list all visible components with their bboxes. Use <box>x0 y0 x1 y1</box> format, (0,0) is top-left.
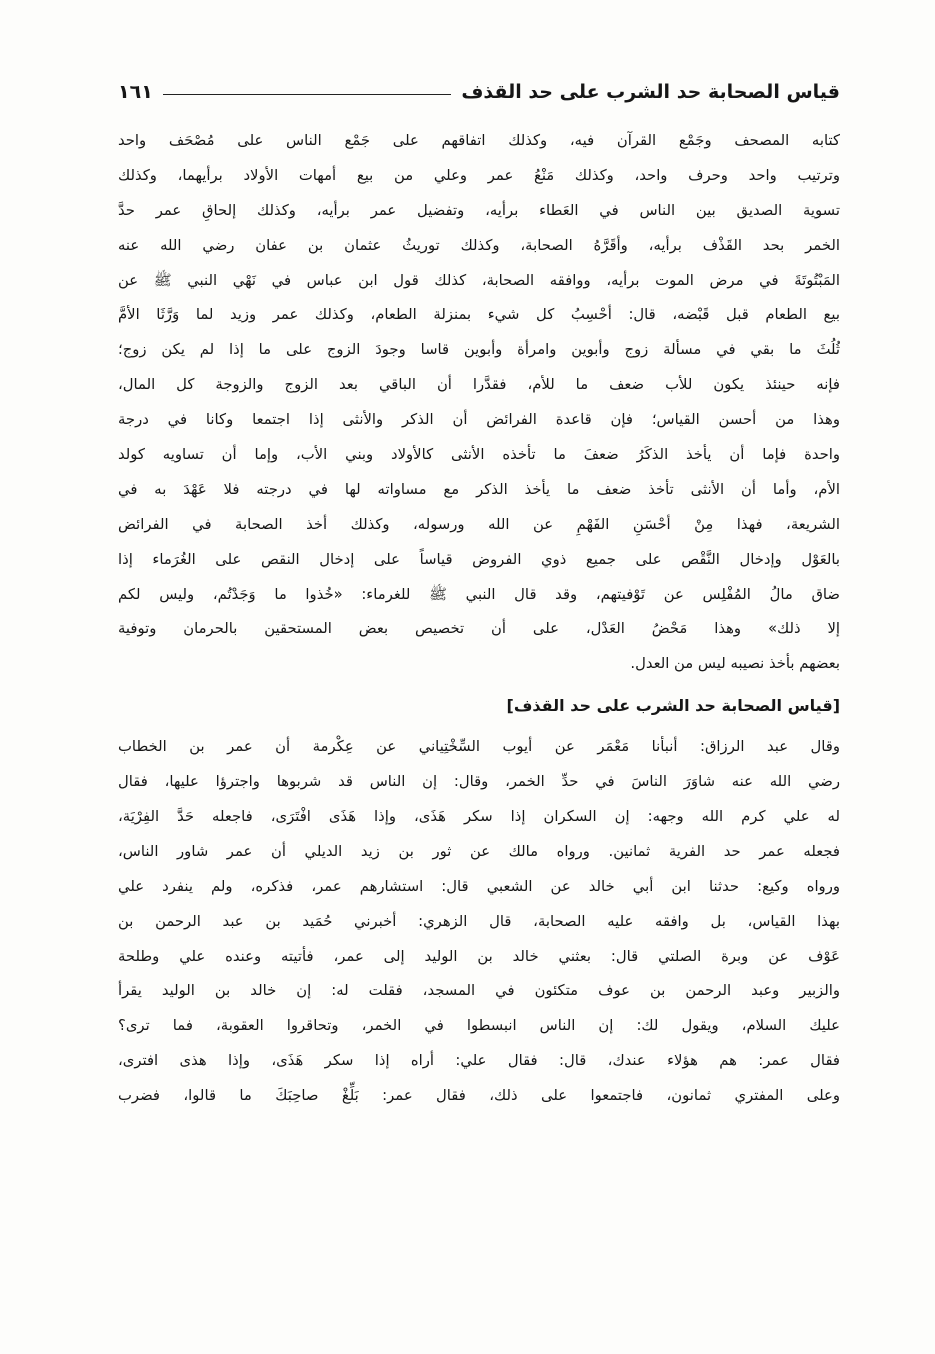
running-header <box>118 70 840 114</box>
text-line: إلا ذلك» وهذا مَحْضُ العَدْل، على أن تخصيص بعض المستحقين بالحرمان وتوفية <box>118 620 840 638</box>
text-line: بهذا القياس، بل وافقه عليه الصحابة، قال الزهري: أخبرني حُمَيد بن عبد الرحمن بن <box>118 912 840 930</box>
text-line: واحدة فإما أن يأخذ الذكَرُ ضعفَ ما تأخذه الأنثى كالأولاد وبني الأب، وإما أن تساويه كولد <box>118 446 840 464</box>
text-line: وعلى المفتري ثمانون، فاجتمعوا على ذلك، فقال عمر: بَلِّغْ صاحِبَكَ ما قالوا، فضرب <box>118 1087 840 1105</box>
text-line: كتابه المصحف وجَمْع القرآن فيه، وكذلك اتفاقهم على جَمْع الناس على مُصْحَف واحد <box>118 132 840 149</box>
text-line: تسوية الصديق بين الناس في العَطاء برأيه، وتفضيل عمر برأيه، وكذلك إلحاقِ عمر حدَّ <box>118 201 840 219</box>
text-line: الشريعة، فهذا مِنْ أحْسَنِ الفَهْمِ عن الله ورسوله، وكذلك أخذ الصحابة في الفرائض <box>118 515 840 533</box>
text-line: فقال عمر: هم هؤلاء عندك، قال: فقال علي: أراه إذا سكر هَذَى، وإذا هذى افترى، <box>118 1052 840 1070</box>
text-line: له علي كرم الله وجهه: إن السكران إذا سكر هَذَى، وإذا هَذَى افْتَرَى، فاجعله حَدَّ الفِرْيَة، <box>118 808 840 826</box>
text-line: الأم، وأما أن الأنثى تأخذ ضعف ما يأخذ الذكر مع مساواته لها في درجته فلا عَهْدَ به في <box>118 480 840 498</box>
text-line: الخمر بحد القَذْف برأيه، وأقَرَّهُ الصحابة، وكذلك توريثُ عثمان بن عفان رضي الله عنه <box>118 236 840 254</box>
text-line: فإنه حينئذ يكون للأب ضعف ما للأم، فقدَّرا أن الباقي بعد الزوج والزوجة كل المال، <box>118 376 840 394</box>
page-number: ١٦١ <box>118 81 153 103</box>
text-line: ثُلُثَ ما بقي في مسألة زوج وأبوين وامرأة وأبوين قاسا وجودَ الزوج على ما إذا لم يكن زوج؛ <box>118 341 840 359</box>
text-line: رضي الله عنه شاوَرَ الناسَ في حدِّ الخمر، وقال: إن الناس قد شربوها واجترؤا عليها، فقال <box>118 773 840 791</box>
text-line: وقال عبد الرزاق: أنبأنا مَعْمَر عن أيوب السِّخْتِياني عن عِكْرمة أن عمر بن الخطاب <box>118 738 840 756</box>
text-line: فجعله عمر حد الفرية ثمانين. ورواه مالك عن ثور بن زيد الديلي أن عمر شاور الناس، <box>118 842 840 860</box>
text-line: وهذا من أحسن القياس؛ فإن قاعدة الفرائض أن الذكر والأنثى إذا اجتمعا وكانا في درجة <box>118 411 840 429</box>
body-text <box>118 124 840 1114</box>
paragraph-1 <box>118 124 840 682</box>
text-line: وترتيب واحد وحرف واحد، وكذلك مَنْعُ عمر وعلي من بيع أمهات الأولاد برأيهما، وكذلك <box>118 166 840 184</box>
text-line: والزبير وعبد الرحمن بن عوف متكئون في المسجد، فقلت له: إن خالد بن الوليد يقرأ <box>118 982 840 1000</box>
text-line: بيع الطعام قبل قَبْضه، قال: أحْسِبُ كل شيء بمنزلة الطعام، وكذلك عمر وزيد لما وَرَّثَا الأمَّ <box>118 306 840 324</box>
text-line: بالعَوْل وإدخال النَّقْص على جميع ذوي الفروض قياساً على إدخال النقص على الغُرَماء إذا <box>118 550 840 568</box>
text-line: عَوْف عن وبرة الصلتي قال: بعثني خالد بن الوليد إلى عمر، فأتيته وعنده علي وطلحة <box>118 947 840 965</box>
header-rule <box>163 94 452 95</box>
text-line: المَبْتُوتَةَ في مرض الموت برأيه، ووافقه الصحابة، كذلك قول ابن عباس في نَهْي النبي ﷺ عن <box>118 271 840 289</box>
section-heading: [قياس الصحابة حد الشرب على حد القذف] <box>506 696 840 716</box>
header-title: قياس الصحابة حد الشرب على حد القذف <box>461 81 840 103</box>
text-line: عليك السلام، ويقول لك: إن الناس انبسطوا في الخمر، وتحاقروا العقوبة، فما ترى؟ <box>118 1017 840 1035</box>
text-line: بعضهم بأخذ نصيبه ليس من العدل. <box>630 655 840 673</box>
paragraph-2 <box>118 730 840 1114</box>
text-line: ضاق مالُ المُفْلِس عن تَوْفيتهم، وقد قال النبي ﷺ للغرماء: «خُذوا ما وَجَدْتُم، وليس لكم <box>118 585 840 603</box>
text-line: ورواه وكيع: حدثنا ابن أبي خالد عن الشعبي قال: استشارهم عمر، فذكره، ولم ينفرد علي <box>118 877 840 895</box>
